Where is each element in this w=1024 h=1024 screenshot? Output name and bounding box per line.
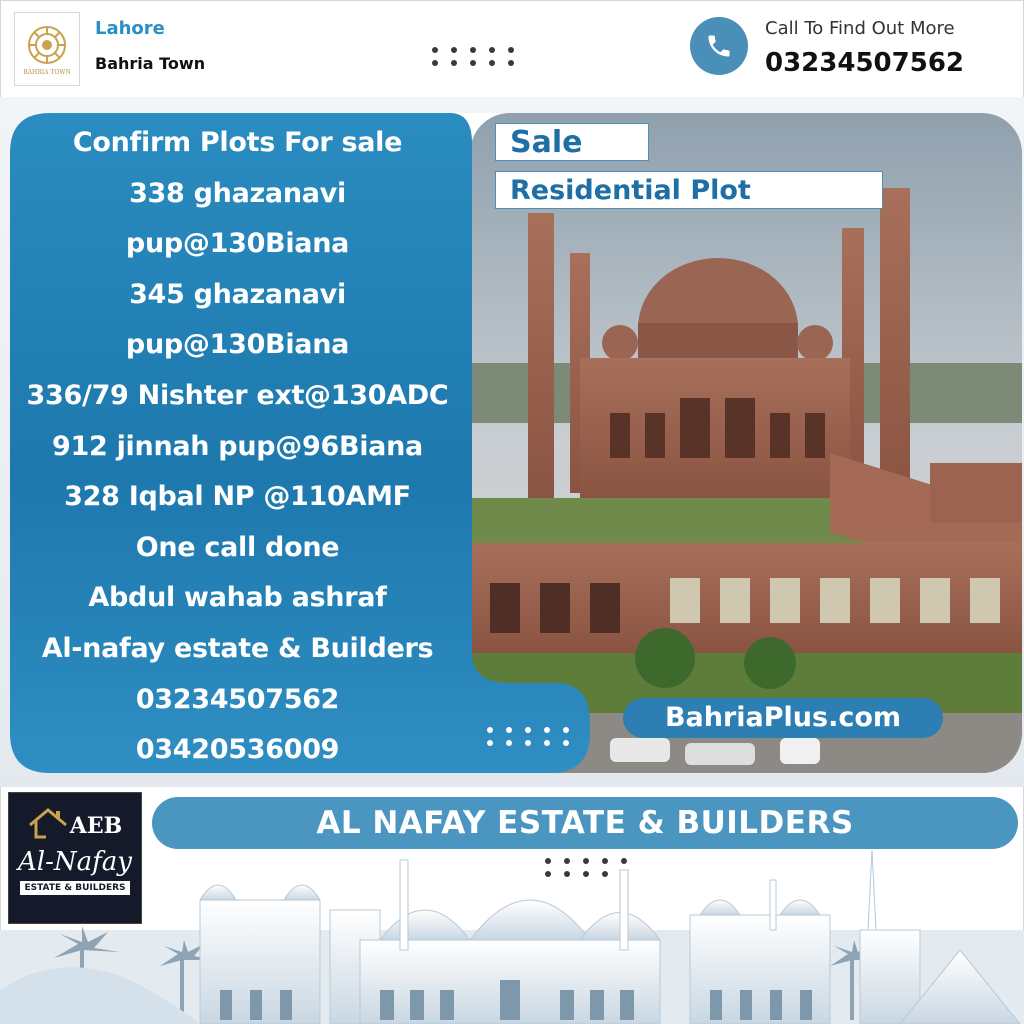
purpose-tag: Sale — [495, 123, 649, 161]
listing-line: pup@130Biana — [125, 329, 350, 361]
logo-letters: AEB — [69, 813, 123, 839]
listing-line: 03420536009 — [135, 734, 340, 766]
logo-name: Al-Nafay — [18, 847, 132, 877]
listing-line: One call done — [135, 531, 340, 563]
listing-line: 345 ghazanavi — [129, 278, 346, 310]
listing-line: 336/79 Nishter ext@130ADC — [26, 379, 449, 411]
logo-subtitle: ESTATE & BUILDERS — [20, 881, 129, 895]
logo-caption: BAHRIA TOWN — [23, 68, 71, 76]
listing-line: Al-nafay estate & Builders — [41, 632, 434, 664]
dot-grid-icon — [432, 47, 515, 66]
phone-icon — [705, 32, 733, 60]
listing-line: 03234507562 — [135, 683, 340, 715]
bahria-town-logo — [14, 12, 80, 86]
listing-line: 338 ghazanavi — [129, 177, 346, 209]
property-type-tag: Residential Plot — [495, 171, 883, 209]
company-name-bar: AL NAFAY ESTATE & BUILDERS — [152, 797, 1018, 849]
listing-line: pup@130Biana — [125, 228, 350, 260]
area-label: Bahria Town — [95, 54, 206, 73]
dot-grid-icon — [487, 727, 570, 746]
house-icon — [28, 807, 68, 839]
call-button[interactable] — [690, 17, 748, 75]
listing-text — [10, 118, 465, 776]
bahria-town-emblem-icon — [25, 23, 69, 67]
website-link[interactable]: BahriaPlus.com — [623, 698, 943, 738]
listing-line: Confirm Plots For sale — [72, 127, 403, 158]
cta-phone-number[interactable]: 03234507562 — [765, 48, 964, 78]
listing-line: Abdul wahab ashraf — [88, 582, 387, 614]
cta-label: Call To Find Out More — [765, 18, 955, 39]
listing-line: 912 jinnah pup@96Biana — [52, 430, 423, 462]
listing-line: 328 Iqbal NP @110AMF — [64, 481, 411, 513]
city-label: Lahore — [95, 18, 165, 39]
lahore-skyline-illustration — [0, 840, 1024, 1024]
